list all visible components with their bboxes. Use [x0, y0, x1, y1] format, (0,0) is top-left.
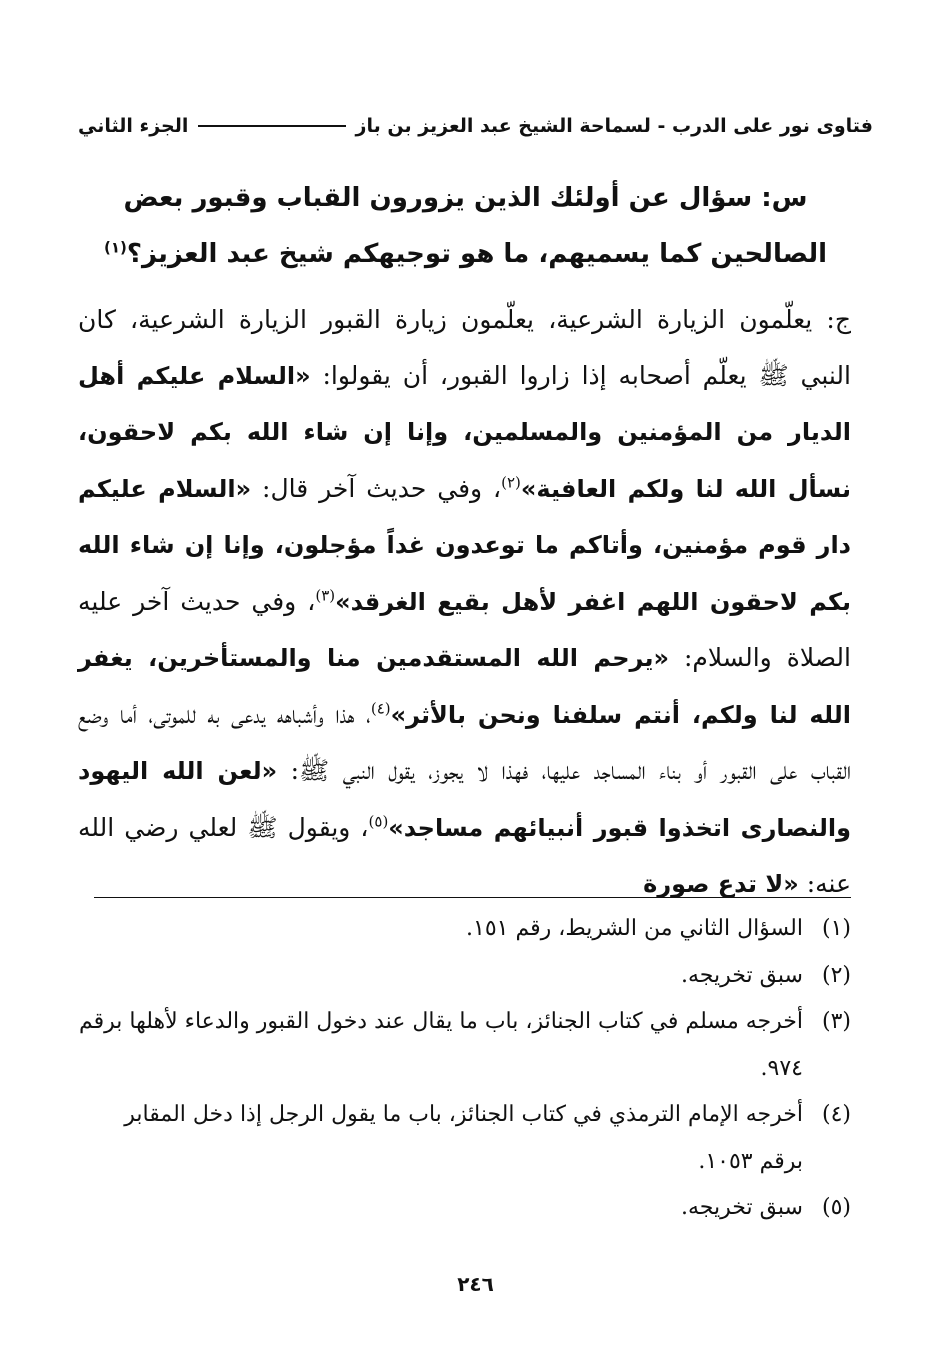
footnote-ref-2: (٢): [501, 473, 521, 492]
footnote-text: سبق تخريجه.: [681, 962, 803, 988]
answer-text-5: ، ويقول ﷺ لعلي رضي الله عنه:: [78, 812, 851, 898]
hadith-quote-4: «لعن الله اليهود والنصارى اتخذوا قبور أنبيائهم مساجد»: [78, 757, 851, 842]
answer-text-3: ، وفي حديث آخر عليه الصلاة والسلام:: [78, 586, 851, 672]
hadith-quote-3: «يرحم الله المستقدمين منا والمستأخرين، يغفر الله لنا ولكم، أنتم سلفنا ونحن بالأثر»: [78, 644, 851, 729]
footnote-text: السؤال الثاني من الشريط، رقم ١٥١.: [466, 916, 803, 941]
running-header: [78, 108, 873, 144]
header-title: فتاوى نور على الدرب - لسماحة الشيخ عبد العزيز بن باز: [355, 115, 873, 137]
footnote-item: [78, 999, 851, 1092]
footnote-number: (٢): [821, 962, 851, 988]
hadith-quote-1: «السلام عليكم أهل الديار من المؤمنين والمسلمين، وإنا إن شاء الله بكم لاحقون، نسأل الله لنا ولكم العافية»: [78, 361, 851, 503]
answer-text-1: ج: يعلّمون الزيارة الشرعية، يعلّمون زيارة القبور الزيارة الشرعية، كان النبي ﷺ يعلّم أصحابه إذا زاروا القبور، أن يقولوا:: [78, 305, 851, 390]
question-heading: [100, 170, 831, 282]
footnote-text: سبق تخريجه.: [681, 1195, 803, 1220]
footnote-item: [78, 953, 851, 1000]
footnote-ref-5: (٥): [368, 812, 389, 831]
footnote-number: (٣): [821, 1009, 851, 1034]
question-footnote-ref: (١): [104, 238, 127, 257]
footnote-item: [78, 1185, 851, 1232]
footnotes: [78, 906, 851, 1232]
hadith-quote-5: «لا تدع صورة: [643, 870, 799, 898]
footnote-item: [78, 906, 851, 953]
answer-text-4: ، هذا وأشباهه يدعى به للموتى، أما وضع القباب على القبور أو بناء المساجد عليها، فهذا لا يجوز، يقول النبي ﷺ:: [78, 699, 851, 785]
header-volume: الجزء الثاني: [78, 115, 189, 137]
footnote-ref-4: (٤): [370, 699, 391, 718]
footnote-item: [78, 1092, 851, 1185]
footnote-ref-3: (٣): [315, 586, 336, 605]
footnote-text: أخرجه مسلم في كتاب الجنائز، باب ما يقال عند دخول القبور والدعاء لأهلها برقم ٩٧٤.: [78, 1009, 803, 1081]
footnote-separator: [94, 897, 851, 898]
footnote-text: أخرجه الإمام الترمذي في كتاب الجنائز، باب ما يقول الرجل إذا دخل المقابر برقم ١٠٥٣.: [124, 1102, 803, 1174]
footnote-number: (٥): [821, 1195, 851, 1220]
page-number: ٢٤٦: [457, 1272, 494, 1296]
footnote-number: (٤): [821, 1102, 851, 1127]
question-text: س: سؤال عن أولئك الذين يزورون القباب وقبور بعض الصالحين كما يسميهم، ما هو توجيهكم شيخ عبد العزيز؟: [123, 183, 827, 269]
header-rule: [198, 125, 345, 127]
answer-body: [78, 292, 851, 913]
footnote-number: (١): [821, 916, 851, 941]
answer-text-2: ، وفي حديث آخر قال:: [262, 473, 502, 503]
hadith-quote-2: «السلام عليكم دار قوم مؤمنين، وأتاكم ما توعدون غداً مؤجلون، وإنا إن شاء الله بكم لاحقون اللهم اغفر لأهل بقيع الغرقد»: [78, 474, 852, 616]
